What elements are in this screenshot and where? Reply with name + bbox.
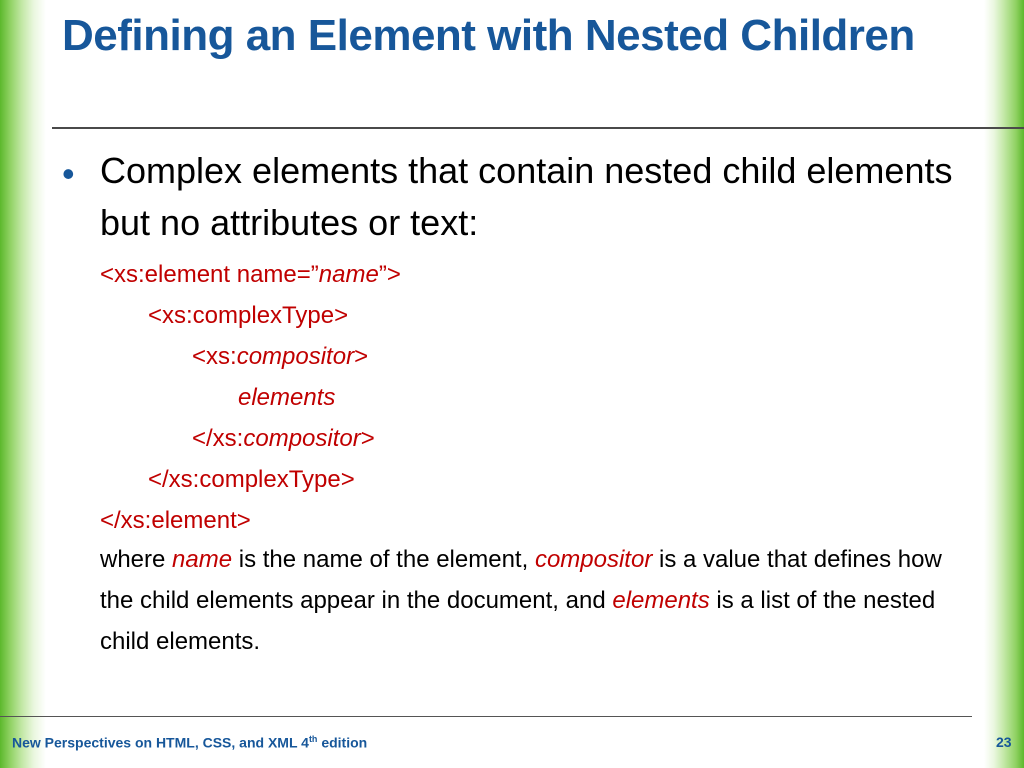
desc-text: is the name of the element, bbox=[232, 546, 535, 573]
desc-text: where bbox=[100, 546, 173, 573]
code-placeholder-name: name bbox=[318, 261, 379, 288]
code-text: > bbox=[360, 425, 375, 452]
code-line-4 bbox=[100, 377, 401, 418]
code-placeholder-compositor: compositor bbox=[236, 343, 355, 370]
footer-text-end: edition bbox=[317, 734, 368, 751]
code-line-6: </xs:complexType> bbox=[148, 466, 355, 493]
bullet-text: Complex elements that contain nested child elements but no attributes or text: bbox=[100, 150, 953, 243]
footer-divider bbox=[0, 716, 972, 717]
code-placeholder-compositor: compositor bbox=[243, 425, 361, 452]
code-text: > bbox=[354, 343, 369, 370]
code-block bbox=[100, 254, 401, 541]
code-text: </xs: bbox=[192, 425, 244, 452]
description-paragraph bbox=[100, 539, 980, 662]
footer-superscript: th bbox=[308, 734, 318, 744]
desc-term-name: name bbox=[172, 546, 233, 573]
code-line-2: <xs:complexType> bbox=[148, 302, 349, 329]
left-decorative-band bbox=[0, 0, 46, 768]
desc-term-elements: elements bbox=[612, 587, 710, 614]
code-text: <xs:element name=” bbox=[100, 261, 319, 288]
title-divider bbox=[52, 127, 1024, 129]
footer-text-main: New Perspectives on HTML, CSS, and XML 4 bbox=[12, 734, 309, 751]
bullet-marker: • bbox=[62, 153, 75, 194]
desc-text: is a value that defines how the child elements appear in the document, and bbox=[100, 546, 942, 614]
slide-title: Defining an Element with Nested Children bbox=[62, 11, 915, 60]
desc-text: is a list of the nested child elements. bbox=[100, 587, 936, 655]
right-decorative-band bbox=[984, 0, 1024, 768]
code-text: ”> bbox=[378, 261, 401, 288]
code-text: <xs: bbox=[192, 343, 237, 370]
code-line-5 bbox=[100, 418, 401, 459]
code-line-7: </xs:element> bbox=[100, 507, 251, 534]
code-line-1 bbox=[100, 254, 401, 295]
desc-term-compositor: compositor bbox=[534, 546, 653, 573]
page-number: 23 bbox=[996, 734, 1012, 750]
code-placeholder-elements: elements bbox=[238, 384, 336, 411]
code-line-3 bbox=[100, 336, 401, 377]
footer-book-title bbox=[12, 734, 367, 751]
